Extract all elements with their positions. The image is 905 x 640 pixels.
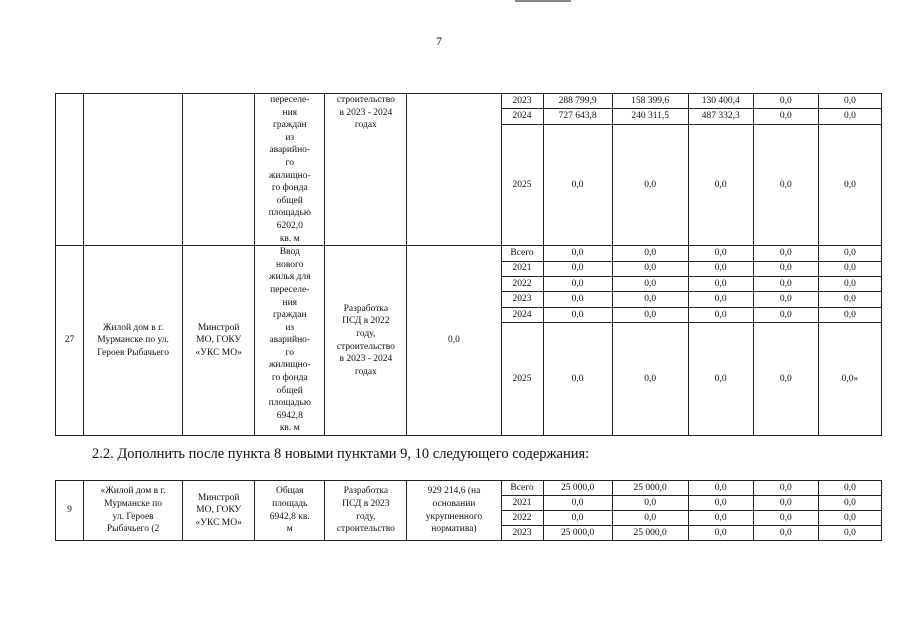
value-cell: 0,0 xyxy=(753,481,818,496)
value-cell: 0,0 xyxy=(612,323,688,436)
value-cell: 0,0 xyxy=(818,124,881,245)
value-cell: 0,0 xyxy=(818,94,881,109)
scan-artifact xyxy=(515,0,571,2)
value-cell: 0,0 xyxy=(818,276,881,291)
year-cell: 2022 xyxy=(501,511,543,526)
value-cell: 0,0 xyxy=(818,526,881,541)
purpose-cell: Общая площадь 6942,8 кв. м xyxy=(255,481,325,541)
value-cell: 25 000,0 xyxy=(612,481,688,496)
value-cell: 0,0 xyxy=(543,276,612,291)
amendment-paragraph: 2.2. Дополнить после пункта 8 новыми пунктами 9, 10 следующего содержания: xyxy=(92,446,590,462)
year-cell: 2023 xyxy=(501,526,543,541)
page-number: 7 xyxy=(436,34,442,48)
stage-cell: Разработка ПСД в 2022 году, строительство в 2023 - 2024 годах xyxy=(325,246,407,436)
value-cell: 158 399,6 xyxy=(612,94,688,109)
year-cell: 2024 xyxy=(501,109,543,124)
value-cell: 0,0 xyxy=(818,292,881,307)
value-cell: 240 311,5 xyxy=(612,109,688,124)
value-cell: 0,0 xyxy=(753,292,818,307)
executor-cell: Минстрой МО, ГОКУ «УКС МО» xyxy=(183,481,255,541)
value-cell: 727 643,8 xyxy=(543,109,612,124)
value-cell: 0,0 xyxy=(612,276,688,291)
executor-cell: Минстрой МО, ГОКУ «УКС МО» xyxy=(183,246,255,436)
value-cell: 0,0 xyxy=(818,307,881,322)
table-row xyxy=(56,246,882,261)
table-row xyxy=(56,94,882,109)
value-cell: 0,0 xyxy=(612,307,688,322)
object-name: Жилой дом в г. Мурманске по ул. Героев Рыбачьего xyxy=(84,246,183,436)
year-cell: Всего xyxy=(501,481,543,496)
value-cell: 0,0 xyxy=(753,511,818,526)
value-cell: 0,0 xyxy=(612,261,688,276)
value-cell: 0,0 xyxy=(688,323,753,436)
value-cell: 0,0 xyxy=(688,261,753,276)
value-cell: 0,0 xyxy=(543,496,612,511)
value-cell: 0,0 xyxy=(753,109,818,124)
value-cell: 25 000,0 xyxy=(543,481,612,496)
value-cell: 0,0 xyxy=(543,307,612,322)
value-cell: 0,0 xyxy=(688,124,753,245)
value-cell: 0,0 xyxy=(753,496,818,511)
year-cell: 2023 xyxy=(501,292,543,307)
stage-cell: Разработка ПСД в 2023 году, строительство xyxy=(325,481,407,541)
value-cell: 0,0 xyxy=(543,246,612,261)
purpose-cell: Ввод нового жилья для переселе- ния граждан из аварийно- го жилищно- го фонда общей площадью 6942,8 кв. м xyxy=(255,246,325,436)
year-cell: 2025 xyxy=(501,124,543,245)
year-cell: 2023 xyxy=(501,94,543,109)
value-cell: 0,0 xyxy=(612,496,688,511)
value-cell: 0,0 xyxy=(688,276,753,291)
cost-cell: 0,0 xyxy=(407,246,501,436)
value-cell: 0,0 xyxy=(753,276,818,291)
value-cell: 0,0 xyxy=(818,511,881,526)
value-cell: 0,0 xyxy=(753,261,818,276)
value-cell: 0,0 xyxy=(818,109,881,124)
year-cell: 2021 xyxy=(501,496,543,511)
value-cell: 0,0 xyxy=(688,526,753,541)
stage-cell: строительство в 2023 - 2024 годах xyxy=(325,94,407,246)
value-cell: 0,0 xyxy=(543,124,612,245)
year-cell: 2024 xyxy=(501,307,543,322)
value-cell: 0,0 xyxy=(688,307,753,322)
value-cell: 25 000,0 xyxy=(543,526,612,541)
table-row xyxy=(56,481,882,496)
value-cell: 0,0 xyxy=(688,292,753,307)
value-cell: 0,0 xyxy=(543,261,612,276)
value-cell: 0,0 xyxy=(818,496,881,511)
purpose-cell: переселе- ния граждан из аварийно- го жилищно- го фонда общей площадью 6202,0 кв. м xyxy=(255,94,325,246)
year-cell: 2022 xyxy=(501,276,543,291)
value-cell: 0,0 xyxy=(818,246,881,261)
year-cell: 2025 xyxy=(501,323,543,436)
value-cell: 25 000,0 xyxy=(612,526,688,541)
value-cell: 0,0 xyxy=(753,526,818,541)
object-name: «Жилой дом в г. Мурманске по ул. Героев Рыбачьего (2 xyxy=(84,481,183,541)
value-cell: 0,0 xyxy=(688,496,753,511)
year-cell: Всего xyxy=(501,246,543,261)
value-cell: 0,0 xyxy=(688,246,753,261)
cost-cell: 929 214,6 (на основании укрупненного норматива) xyxy=(407,481,501,541)
value-cell: 288 799,9 xyxy=(543,94,612,109)
item-number: 9 xyxy=(56,481,84,541)
value-cell: 0,0 xyxy=(543,292,612,307)
value-cell: 130 400,4 xyxy=(688,94,753,109)
value-cell: 0,0 xyxy=(543,511,612,526)
value-cell: 487 332,3 xyxy=(688,109,753,124)
value-cell: 0,0 xyxy=(612,292,688,307)
value-cell: 0,0 xyxy=(818,481,881,496)
new-items-table xyxy=(55,480,882,541)
value-cell: 0,0 xyxy=(612,124,688,245)
value-cell: 0,0 xyxy=(753,246,818,261)
item-number: 27 xyxy=(56,246,84,436)
value-cell: 0,0 xyxy=(688,481,753,496)
value-cell: 0,0 xyxy=(612,246,688,261)
value-cell: 0,0 xyxy=(612,511,688,526)
value-cell: 0,0 xyxy=(688,511,753,526)
value-cell: 0,0» xyxy=(818,323,881,436)
value-cell: 0,0 xyxy=(753,94,818,109)
value-cell: 0,0 xyxy=(543,323,612,436)
program-table xyxy=(55,93,882,436)
value-cell: 0,0 xyxy=(753,307,818,322)
year-cell: 2021 xyxy=(501,261,543,276)
value-cell: 0,0 xyxy=(753,124,818,245)
value-cell: 0,0 xyxy=(818,261,881,276)
value-cell: 0,0 xyxy=(753,323,818,436)
